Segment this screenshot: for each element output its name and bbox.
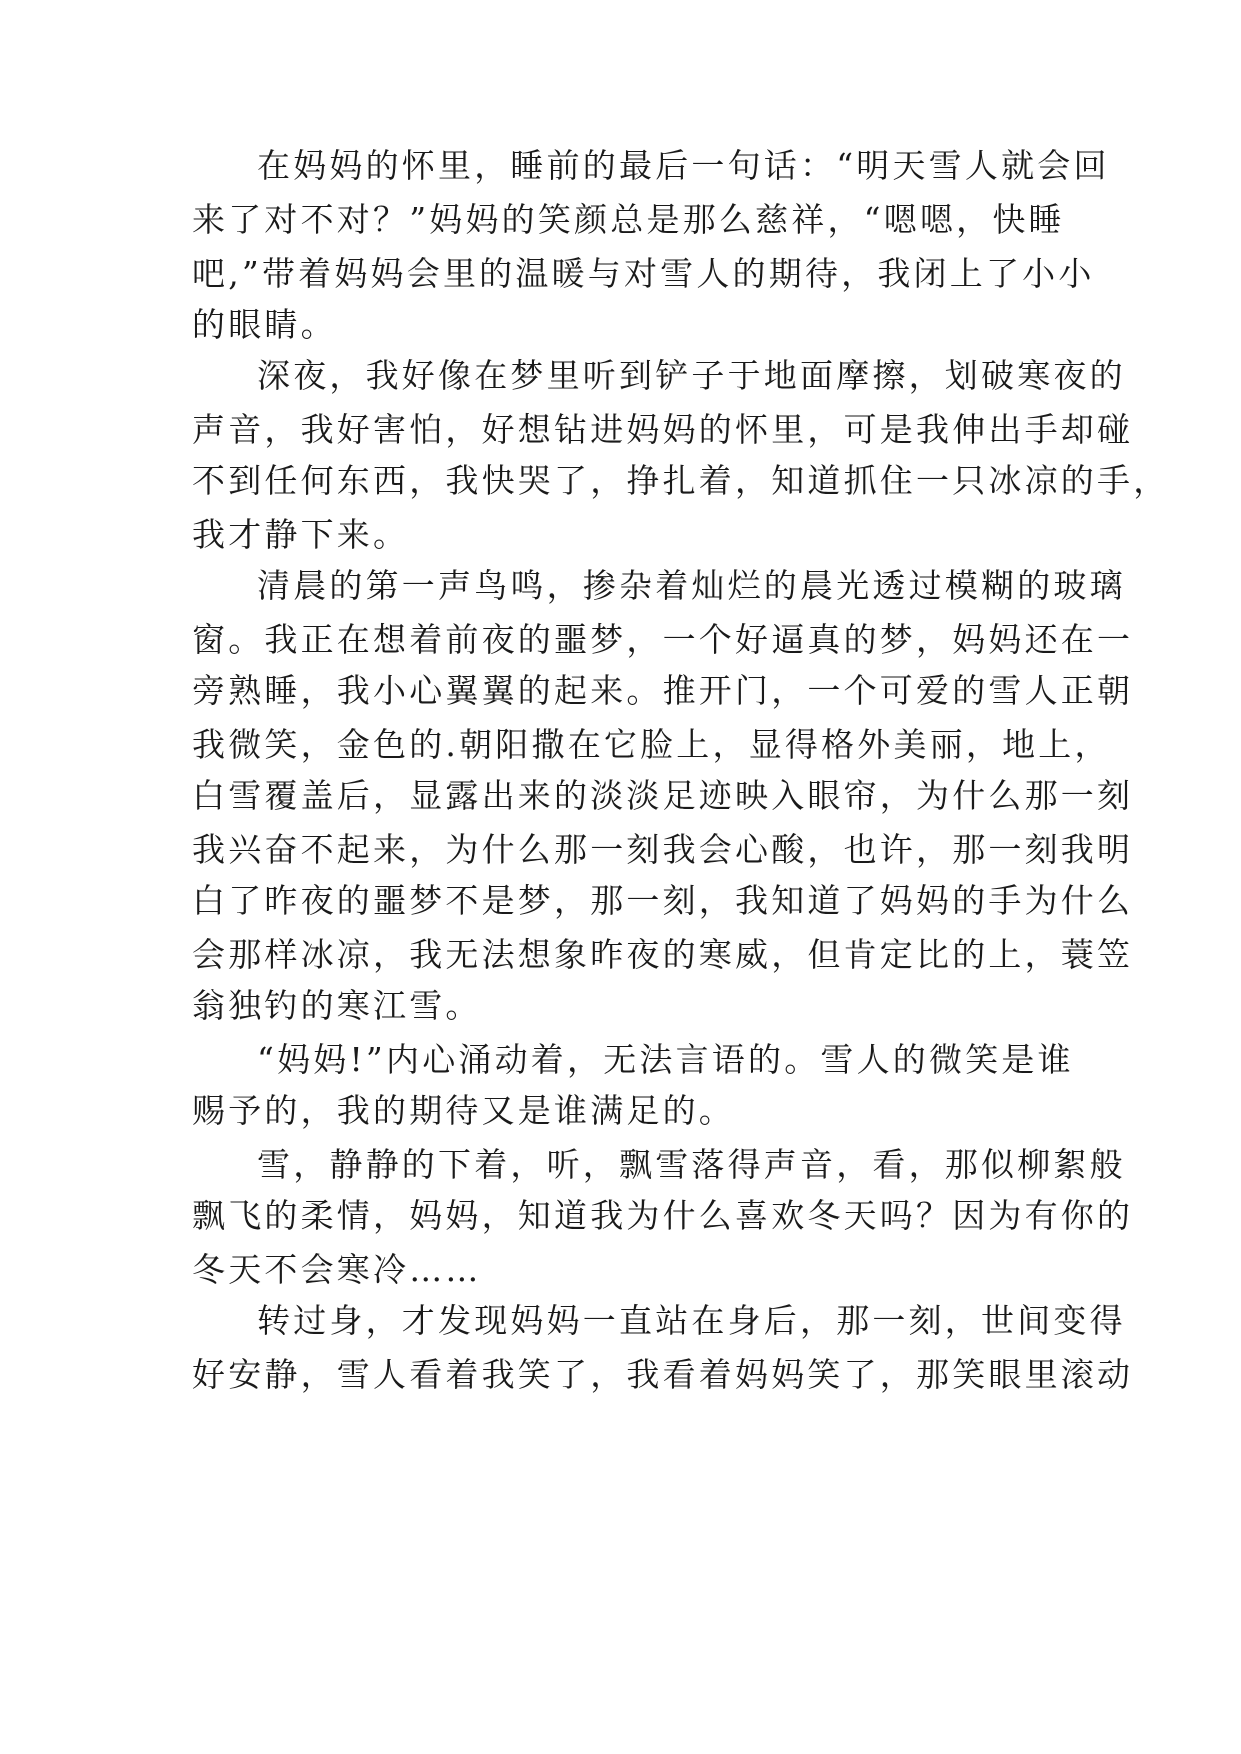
paragraph-3-line-8: 会那样冰凉，我无法想象昨夜的寒威，但肯定比的上，蓑笠 — [192, 935, 1134, 974]
paragraph-1-line-3: 吧,”带着妈妈会里的温暖与对雪人的期待，我闭上了小小 — [192, 254, 1095, 293]
paragraph-3-line-9: 翁独钓的寒江雪。 — [192, 986, 482, 1025]
paragraph-4-line-1: “妈妈!”内心涌动着，无法言语的。雪人的微笑是谁 — [257, 1040, 1074, 1079]
paragraph-3-line-4: 我微笑，金色的.朝阳撒在它脸上，显得格外美丽，地上， — [192, 725, 1111, 764]
paragraph-3-line-5: 白雪覆盖后，显露出来的淡淡足迹映入眼帘，为什么那一刻 — [192, 776, 1134, 815]
paragraph-3-line-7: 白了昨夜的噩梦不是梦，那一刻，我知道了妈妈的手为什么 — [192, 881, 1134, 920]
paragraph-3-line-2: 窗。我正在想着前夜的噩梦，一个好逼真的梦，妈妈还在一 — [192, 620, 1134, 659]
paragraph-3-line-1: 清晨的第一声鸟鸣，掺杂着灿烂的晨光透过模糊的玻璃 — [257, 566, 1126, 605]
paragraph-6-line-1: 转过身，才发现妈妈一直站在身后，那一刻，世间变得 — [257, 1301, 1126, 1340]
paragraph-3-line-6: 我兴奋不起来，为什么那一刻我会心酸，也许，那一刻我明 — [192, 830, 1134, 869]
paragraph-3-line-3: 旁熟睡，我小心翼翼的起来。推开门，一个可爱的雪人正朝 — [192, 671, 1134, 710]
paragraph-4-line-2: 赐予的，我的期待又是谁满足的。 — [192, 1091, 735, 1130]
paragraph-1-line-4: 的眼睛。 — [192, 305, 337, 344]
paragraph-5-line-1: 雪，静静的下着，听，飘雪落得声音，看，那似柳絮般 — [257, 1145, 1126, 1184]
paragraph-2-line-2: 声音，我好害怕，好想钻进妈妈的怀里，可是我伸出手却碰 — [192, 410, 1134, 449]
paragraph-2-line-1: 深夜，我好像在梦里听到铲子于地面摩擦，划破寒夜的 — [257, 356, 1126, 395]
paragraph-6-line-2: 好安静，雪人看着我笑了，我看着妈妈笑了，那笑眼里滚动 — [192, 1355, 1134, 1394]
paragraph-1-line-2: 来了对不对？”妈妈的笑颜总是那么慈祥，“嗯嗯，快睡 — [192, 200, 1065, 239]
paragraph-2-line-3: 不到任何东西，我快哭了，挣扎着，知道抓住一只冰凉的手， — [192, 461, 1170, 500]
paragraph-2-line-4: 我才静下来。 — [192, 515, 410, 554]
paragraph-5-line-3: 冬天不会寒冷…… — [192, 1250, 482, 1289]
paragraph-1-line-1: 在妈妈的怀里，睡前的最后一句话：“明天雪人就会回 — [257, 146, 1110, 185]
paragraph-5-line-2: 飘飞的柔情，妈妈，知道我为什么喜欢冬天吗？因为有你的 — [192, 1196, 1134, 1235]
